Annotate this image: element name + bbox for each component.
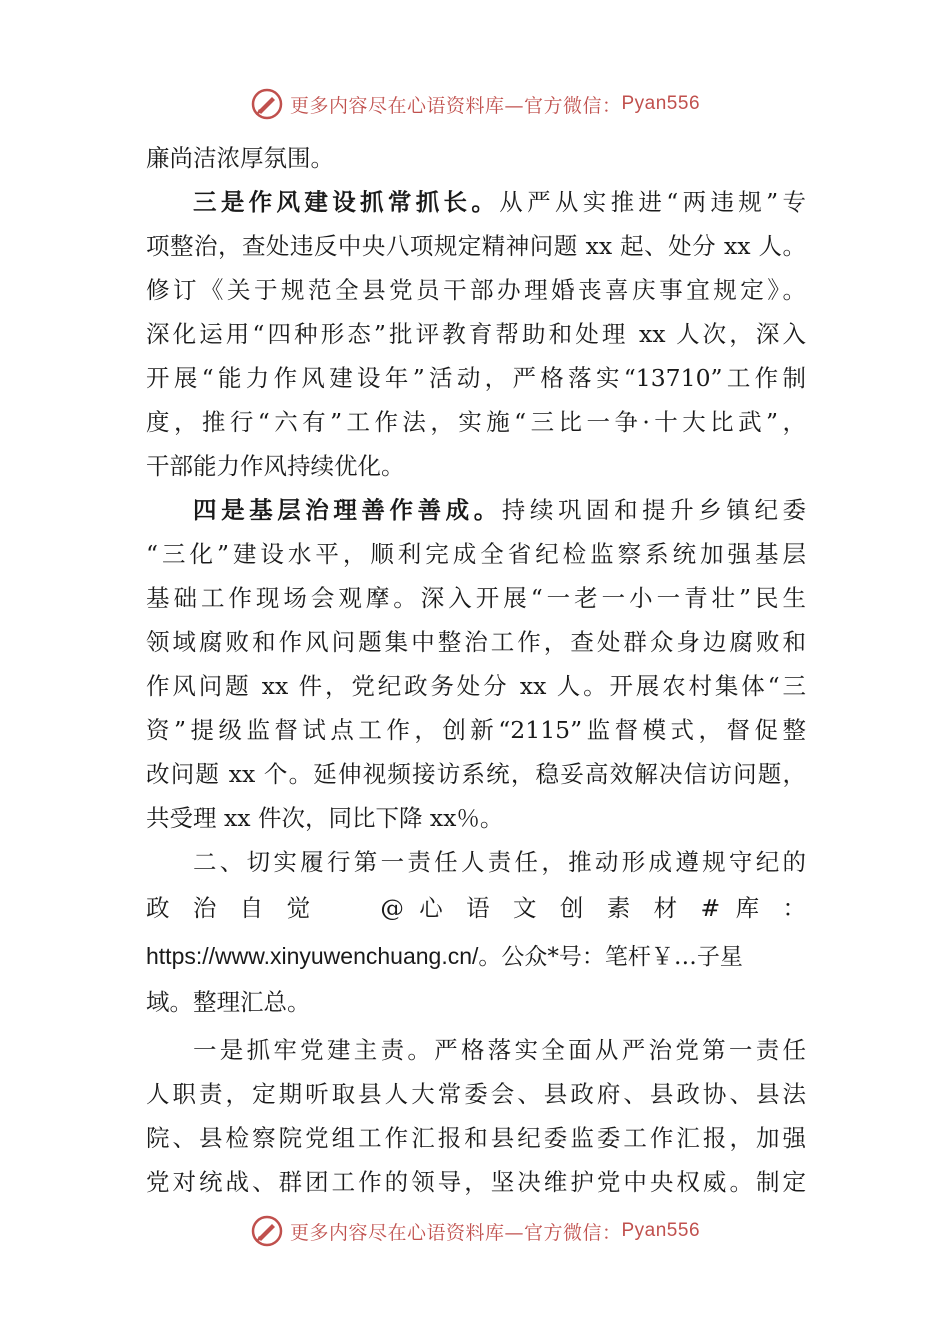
footer-wechat-label: 官方微信： — [523, 1221, 622, 1244]
text-line: 干部能力作风持续优化。 — [146, 452, 405, 480]
text-line: 廉尚洁浓厚氛围。 — [146, 144, 334, 172]
text-line: 一是抓牢党建主责。严格落实全面从严治党第一责任 — [193, 1036, 806, 1064]
text-line: 改问题 xx 个。延伸视频接访系统，稳妥高效解决信访问题， — [146, 760, 806, 788]
footer-text: 更多内容尽在心语资料库— — [289, 1221, 524, 1244]
header-watermark — [0, 84, 950, 124]
text-line: 项整治，查处违反中央八项规定精神问题 xx 起、处分 xx 人。 — [146, 232, 806, 260]
footer-watermark — [0, 1211, 950, 1251]
pen-logo-icon — [250, 1214, 284, 1248]
text-line: 党对统战、群团工作的领导，坚决维护党中央权威。制定 — [146, 1168, 806, 1196]
header-text: 更多内容尽在心语资料库— — [289, 94, 524, 117]
text-line: 人职责，定期听取县人大常委会、县政府、县政协、县法 — [146, 1080, 806, 1108]
website-link[interactable]: https://www.xinyuwenchuang.cn/ — [146, 943, 479, 969]
header-wechat-id: Pyan556 — [621, 93, 701, 114]
text-line: 领域腐败和作风问题集中整治工作，查处群众身边腐败和 — [146, 628, 806, 656]
paragraph-heading: 三是作风建设抓常抓长。 — [193, 188, 500, 216]
paragraph-heading: 四是基层治理善作善成。 — [193, 496, 502, 524]
text-line: 深化运用“四种形态”批评教育帮助和处理 xx 人次，深入 — [146, 320, 806, 348]
pen-logo-icon — [250, 87, 284, 121]
text-line: 度，推行“六有”工作法，实施“三比一争·十大比武”， — [146, 408, 806, 436]
text-line: 开展“能力作风建设年”活动，严格落实“13710”工作制 — [146, 364, 806, 392]
text-line: 作风问题 xx 件，党纪政务处分 xx 人。开展农村集体“三 — [146, 672, 806, 700]
text-line: 基础工作现场会观摩。深入开展“一老一小一青壮”民生 — [146, 584, 806, 612]
text-line: 修订《关于规范全县党员干部办理婚丧喜庆事宜规定》。 — [146, 276, 806, 304]
text-line: 院、县检察院党组工作汇报和县纪委监委工作汇报，加强 — [146, 1124, 806, 1152]
text-line: “三化”建设水平，顺利完成全省纪检监察系统加强基层 — [146, 540, 806, 568]
text-line: 二、切实履行第一责任人责任，推动形成遵规守纪的 — [193, 848, 806, 876]
text-line: https://www.xinyuwenchuang.cn/。公众*号：笔杆￥…子星 — [146, 943, 743, 970]
text-line: 政 治 自 觉 @ 心 语 文 创 素 材 # 库 ： — [146, 894, 806, 922]
text-line: 资”提级监督试点工作，创新“2115”监督模式，督促整 — [146, 716, 806, 744]
text-line: 共受理 xx 件次，同比下降 xx％。 — [146, 804, 504, 832]
text-line: 域。整理汇总。 — [146, 988, 311, 1016]
text-line: 四是基层治理善作善成。持续巩固和提升乡镇纪委 — [193, 496, 807, 524]
document-body — [146, 136, 806, 1204]
footer-wechat-id: Pyan556 — [621, 1220, 701, 1241]
header-wechat-label: 官方微信： — [523, 94, 622, 117]
text-line: 三是作风建设抓常抓长。从严从实推进“两违规”专 — [193, 188, 806, 216]
